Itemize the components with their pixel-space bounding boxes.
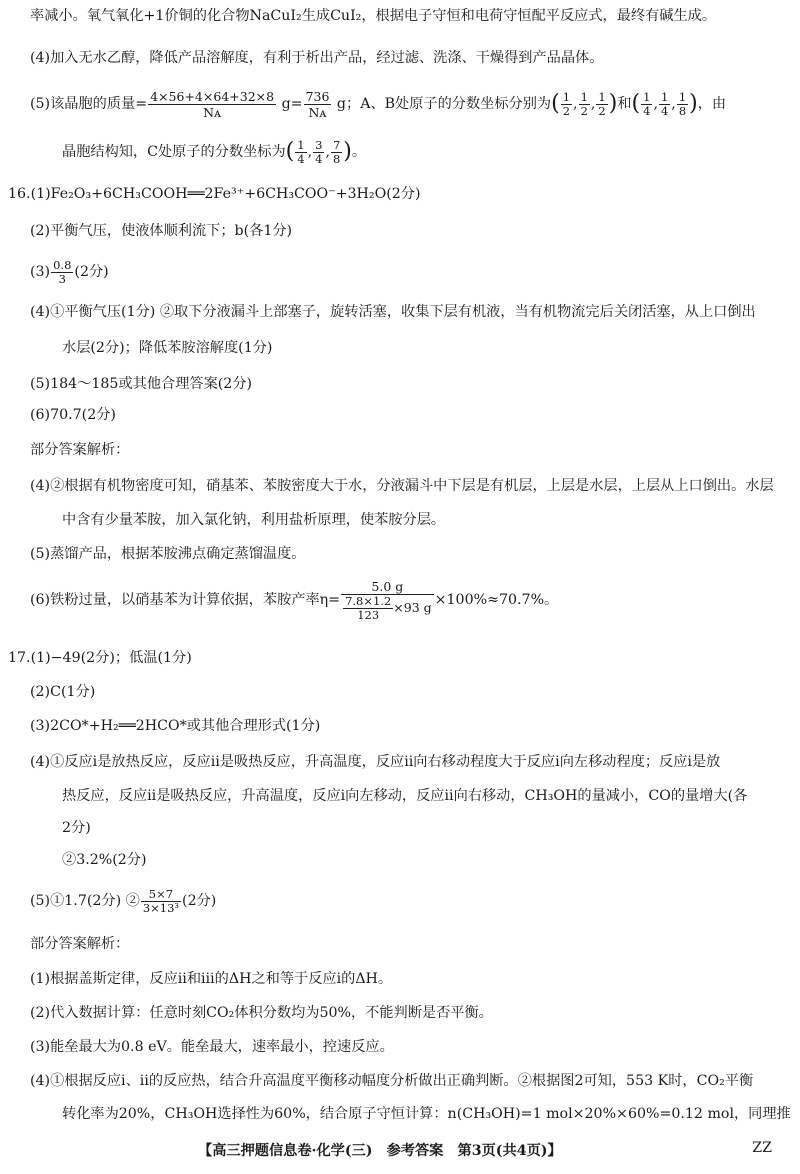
text-line: (5)184～185或其他合理答案(2分) xyxy=(30,376,253,392)
coordinate-line: 晶胞结构知，C处原子的分数坐标为( $\frac{1}{4}$ , $\frac{3}{4}$ , $\frac{7}{8}$ )。 xyxy=(62,137,367,166)
footer-code: ZZ xyxy=(752,1140,772,1156)
text-line: 率减小。氧气氧化+1价铜的化合物NaCuI₂生成CuI₂，根据电子守恒和电荷守恒配平反应式，最终有碱生成。 xyxy=(30,8,717,24)
section-heading: 部分答案解析： xyxy=(30,442,130,458)
text-line: (2)平衡气压，使液体顺利流下；b(各1分) xyxy=(30,223,293,239)
text-line: (5)①1.7(2分) ② $\frac{5\times 7}{\text{3×13³}}$ (2分) xyxy=(30,886,217,915)
text-line: (6)70.7(2分) xyxy=(30,407,116,423)
text-line: (3)能垒最大为0.8 eV。能垒最大，速率最小，控速反应。 xyxy=(30,1039,394,1055)
text-line: (2)代入数据计算：任意时刻CO₂体积分数均为50%，不能判断是否平衡。 xyxy=(30,1005,493,1021)
fraction: 5.0 g $\frac{7.8\times 1.2}{123}$ ×93 g xyxy=(341,579,434,622)
crystal-mass-line: (5)该晶胞的质量= $\frac{4\times 56+4\times 64+32\times 8}{\text{Nᴀ}}$ g= $\frac{736}{\text{Nᴀ}}$ g；A、B处原子的分数坐标分别为( $\frac{1}{2}$ , $\frac{1}{2}$ , $\frac{1}{2}$ )和( $\frac{1}{4}$ , $\frac{1}{4}$ , $\frac{1}{8}$ )，由 xyxy=(30,88,727,120)
text-line: (4)②根据有机物密度可知，硝基苯、苯胺密度大于水，分液漏斗中下层是有机层，上层是水层，上层从上口倒出。水层 xyxy=(30,478,774,494)
text: (5)该晶胞的质量= xyxy=(30,96,148,112)
page-footer: 【高三押题信息卷·化学(三) 参考答案 第3页(共4页)】 xyxy=(198,1143,562,1159)
text-line: (3) $\frac{0.8}{3}$ (2分) xyxy=(30,257,109,286)
text-line: 中含有少量苯胺，加入氯化钠，利用盐析原理，使苯胺分层。 xyxy=(62,512,446,528)
yield-formula-line: (6)铁粉过量，以硝基苯为计算依据，苯胺产率η= 5.0 g $\frac{7.8\times 1.2}{123}$ ×93 g ×100%≈70.7%。 xyxy=(30,578,559,622)
text-line: (1)根据盖斯定律，反应ⅱ和ⅲ的ΔH之和等于反应ⅰ的ΔH。 xyxy=(30,971,393,987)
question-17-line: 17.(1)−49(2分)；低温(1分) xyxy=(8,650,192,666)
text-line: (4)加入无水乙醇，降低产品溶解度，有利于析出产品，经过滤、洗涤、干燥得到产品晶体。 xyxy=(30,50,604,66)
text-line: 2分) xyxy=(62,820,91,836)
text-line: (4)①平衡气压(1分) ②取下分液漏斗上部塞子，旋转活塞，收集下层有机液，当有机物流完后关闭活塞，从上口倒出 xyxy=(30,304,756,320)
text-line: 热反应，反应ⅱ是吸热反应，升高温度，反应ⅰ向左移动，反应ⅱ向右移动，CH₃OH的量减小，CO的量增大(各 xyxy=(62,788,748,804)
text-line: ②3.2%(2分) xyxy=(62,852,147,868)
text-line: (4)①根据反应ⅰ、ⅱ的反应热，结合升高温度平衡移动幅度分析做出正确判断。②根据图2可知，553 K时，CO₂平衡 xyxy=(30,1073,754,1089)
section-heading: 部分答案解析： xyxy=(30,936,130,952)
text-line: (4)①反应ⅰ是放热反应，反应ⅱ是吸热反应，升高温度，反应ⅱ向右移动程度大于反应ⅰ向左移动程度；反应ⅰ是放 xyxy=(30,754,721,770)
fraction: $\frac{736}{\text{Nᴀ}}$ xyxy=(305,88,330,120)
text-line: (5)蒸馏产品，根据苯胺沸点确定蒸馏温度。 xyxy=(30,546,306,562)
question-16-line: 16.(1)Fe₂O₃+6CH₃COOH══2Fe³⁺+6CH₃COO⁻+3H₂O(2分) xyxy=(8,186,421,202)
fraction: $\frac{4\times 56+4\times 64+32\times 8}{\text{Nᴀ}}$ xyxy=(150,88,275,120)
text-line: 水层(2分)；降低苯胺溶解度(1分) xyxy=(62,340,273,356)
text-line: (3)2CO*+H₂══2HCO*或其他合理形式(1分) xyxy=(30,718,321,734)
text-line: 转化率为20%，CH₃OH选择性为60%，结合原子守恒计算：n(CH₃OH)=1 mol×20%×60%=0.12 mol，同理推 xyxy=(62,1106,791,1122)
text-line: (2)C(1分) xyxy=(30,684,96,700)
